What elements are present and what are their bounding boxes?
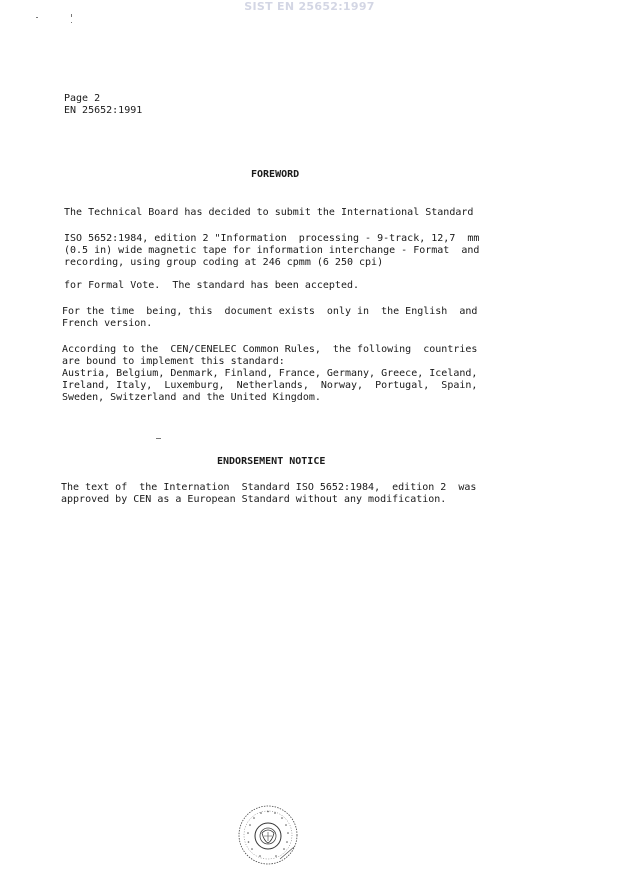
foreword-paragraph-1: The Technical Board has decided to submit the International Standard	[64, 207, 474, 218]
scan-speck	[71, 14, 72, 17]
document-id: EN 25652:1991	[64, 105, 143, 116]
foreword-paragraph-5: According to the CEN/CENELEC Common Rules, the following countries are bound to implement this standard: Austria, Belgium, Denmark, Finland, France, Germany, Greece, Iceland, Ireland, Italy, Luxemburg, Netherlands, Norway, Portugal, Spain, Sweden, Switzerland and the United Kingdom.	[62, 344, 478, 403]
foreword-paragraph-4: For the time being, this document exists only in the English and French version.	[62, 306, 478, 329]
endorsement-heading: ENDORSEMENT NOTICE	[217, 456, 326, 467]
scan-speck	[71, 22, 72, 23]
scan-speck	[36, 17, 38, 18]
endorsement-paragraph: The text of the Internation Standard ISO 5652:1984, edition 2 was approved by CEN as a European Standard without any modification.	[61, 482, 477, 505]
foreword-heading: FOREWORD	[251, 169, 300, 180]
watermark: SIST EN 25652:1997	[244, 0, 375, 13]
scan-speck	[156, 438, 161, 439]
page-number: Page 2	[64, 93, 101, 104]
foreword-paragraph-3: for Formal Vote. The standard has been accepted.	[64, 280, 360, 291]
stamp-seal	[236, 803, 300, 867]
foreword-paragraph-2: ISO 5652:1984, edition 2 "Information processing - 9-track, 12,7 mm (0.5 in) wide magnetic tape for information interchange - Format and recording, using group coding at 246 cpmm (6 250 cpi)	[64, 233, 480, 268]
